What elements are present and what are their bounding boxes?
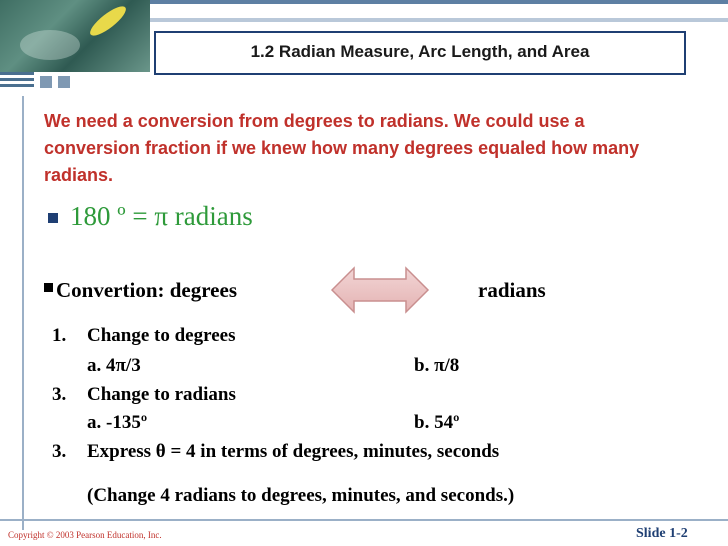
bullet-icon bbox=[44, 283, 53, 292]
item-part-a: a. 4π/3 bbox=[87, 355, 141, 376]
copyright-text: Copyright © 2003 Pearson Education, Inc. bbox=[8, 530, 162, 540]
intro-text: We need a conversion from degrees to radians. We could use a conversion fraction if we knew how many degrees equaled how many radians. bbox=[44, 111, 640, 185]
item-part-b: b. π/8 bbox=[414, 355, 460, 376]
double-arrow-icon bbox=[330, 264, 430, 316]
item-text: Change to radians bbox=[87, 384, 236, 405]
slide-number: Slide 1-2 bbox=[636, 526, 688, 541]
decor-square bbox=[40, 76, 52, 88]
slide-title: 1.2 Radian Measure, Arc Length, and Area bbox=[250, 42, 590, 61]
item-text: Express θ = 4 in terms of degrees, minutes, seconds bbox=[87, 441, 500, 462]
footer-rule bbox=[0, 519, 728, 521]
left-rule bbox=[22, 96, 24, 530]
item-note: (Change 4 radians to degrees, minutes, and seconds.) bbox=[87, 485, 515, 506]
header-photo bbox=[0, 0, 150, 72]
decor-square bbox=[58, 76, 70, 88]
header-stripes bbox=[0, 72, 34, 94]
item-number: 3. bbox=[52, 384, 67, 405]
item-number: 1. bbox=[52, 325, 67, 346]
conversion-fact: 180 º = π radians bbox=[70, 201, 253, 231]
item-part-b: b. 54º bbox=[414, 412, 460, 433]
item-number: 3. bbox=[52, 441, 67, 462]
conversion-label: Convertion: degrees bbox=[56, 278, 237, 302]
conversion-target: radians bbox=[478, 278, 546, 302]
bullet-icon bbox=[48, 213, 58, 223]
header-bar bbox=[150, 0, 728, 4]
item-text: Change to degrees bbox=[87, 325, 236, 346]
header-bar bbox=[150, 18, 728, 22]
item-part-a: a. -135º bbox=[87, 412, 148, 433]
kayak-image bbox=[86, 2, 129, 40]
